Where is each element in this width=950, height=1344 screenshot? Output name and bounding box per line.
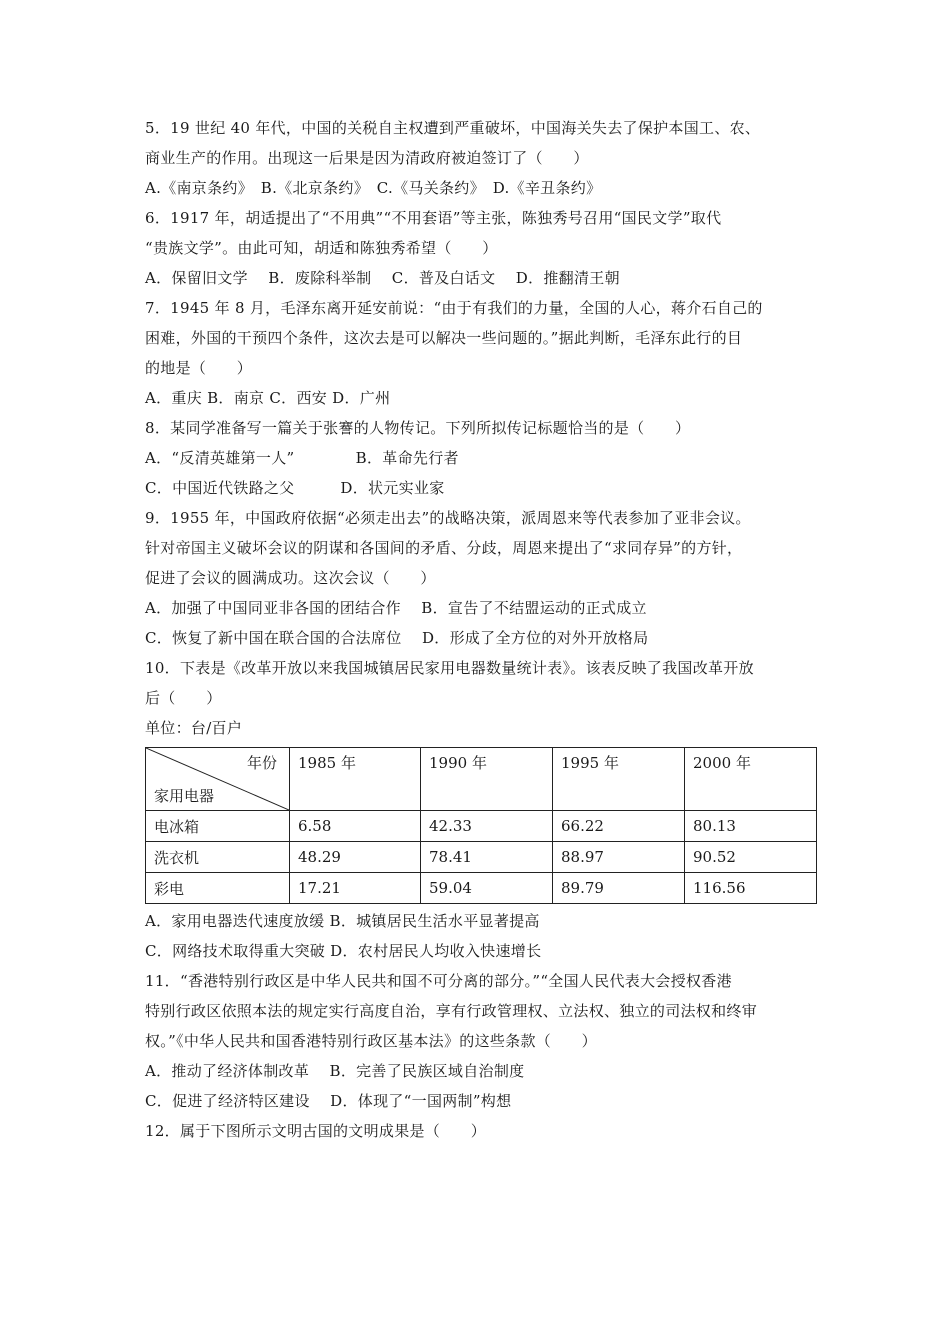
question-text: 10．下表是《改革开放以来我国城镇居民家用电器数量统计表》。该表反映了我国改革开放	[145, 659, 754, 677]
question-6	[145, 203, 817, 293]
answer-options: C．中国近代铁路之父 D．状元实业家	[145, 479, 445, 497]
year-header: 1995 年	[553, 748, 685, 811]
question-text: 特别行政区依照本法的规定实行高度自治，享有行政管理权、立法权、独立的司法权和终审	[145, 1002, 758, 1020]
question-text: 商业生产的作用。出现这一后果是因为清政府被迫签订了（ ）	[145, 149, 589, 167]
table-cell: 17.21	[290, 873, 421, 904]
answer-options: A．加强了中国同亚非各国的团结合作 B．宣告了不结盟运动的正式成立	[145, 599, 647, 617]
table-cell: 6.58	[290, 811, 421, 842]
table-cell: 48.29	[290, 842, 421, 873]
question-text: 6．1917 年，胡适提出了“不用典”“不用套语”等主张，陈独秀号召用“国民文学”取代	[145, 209, 722, 227]
corner-appliance-label: 家用电器	[154, 787, 215, 805]
table-cell: 116.56	[685, 873, 817, 904]
table-cell: 88.97	[553, 842, 685, 873]
question-12	[145, 1116, 817, 1146]
table-cell: 42.33	[421, 811, 553, 842]
year-header: 2000 年	[685, 748, 817, 811]
table-header-row	[146, 748, 817, 811]
answer-options: C．网络技术取得重大突破 D．农村居民人均收入快速增长	[145, 942, 542, 960]
question-7	[145, 293, 817, 413]
table-cell: 59.04	[421, 873, 553, 904]
question-text: 困难，外国的干预四个条件，这次去是可以解决一些问题的。”据此判断，毛泽东此行的目	[145, 329, 743, 347]
question-text: 9．1955 年，中国政府依据“必须走出去”的战略决策，派周恩来等代表参加了亚非会议。	[145, 509, 751, 527]
question-text: 12．属于下图所示文明古国的文明成果是（ ）	[145, 1122, 486, 1140]
answer-options: A．推动了经济体制改革 B．完善了民族区域自治制度	[145, 1062, 525, 1080]
answer-options: A.《南京条约》 B.《北京条约》 C.《马关条约》 D.《辛丑条约》	[145, 179, 602, 197]
table-cell: 66.22	[553, 811, 685, 842]
year-header: 1990 年	[421, 748, 553, 811]
exam-page	[145, 113, 817, 1146]
question-text: 促进了会议的圆满成功。这次会议（ ）	[145, 569, 436, 587]
question-text: 11．“香港特别行政区是中华人民共和国不可分离的部分。”“全国人民代表大会授权香港	[145, 972, 732, 990]
answer-options: A．家用电器迭代速度放缓 B．城镇居民生活水平显著提高	[145, 912, 540, 930]
question-text: 的地是（ ）	[145, 359, 253, 377]
row-label: 彩电	[146, 873, 290, 904]
appliance-stats-table	[145, 747, 817, 904]
question-text: 权。”《中华人民共和国香港特别行政区基本法》的这些条款（ ）	[145, 1032, 597, 1050]
answer-options: A．重庆 B．南京 C．西安 D．广州	[145, 389, 391, 407]
table-cell: 90.52	[685, 842, 817, 873]
row-label: 电冰箱	[146, 811, 290, 842]
question-9	[145, 503, 817, 653]
question-text: 7．1945 年 8 月，毛泽东离开延安前说：“由于有我们的力量，全国的人心，蒋介石自己的	[145, 299, 763, 317]
answer-options: A．“反清英雄第一人” B．革命先行者	[145, 449, 459, 467]
table-cell: 89.79	[553, 873, 685, 904]
answer-options: A．保留旧文学 B．废除科举制 C．普及白话文 D．推翻清王朝	[145, 269, 620, 287]
question-11	[145, 966, 817, 1116]
answer-options: C．恢复了新中国在联合国的合法席位 D．形成了全方位的对外开放格局	[145, 629, 649, 647]
question-text: “贵族文学”。由此可知，胡适和陈独秀希望（ ）	[145, 239, 498, 257]
question-text: 针对帝国主义破坏会议的阴谋和各国间的矛盾、分歧，周恩来提出了“求同存异”的方针，	[145, 539, 743, 557]
table-row	[146, 842, 817, 873]
question-8	[145, 413, 817, 503]
row-label: 洗衣机	[146, 842, 290, 873]
question-text: 5．19 世纪 40 年代，中国的关税自主权遭到严重破坏，中国海关失去了保护本国工、农、	[145, 119, 761, 137]
table-cell: 78.41	[421, 842, 553, 873]
diagonal-header-cell	[146, 748, 290, 811]
table-row	[146, 873, 817, 904]
unit-label: 单位：台/百户	[145, 719, 243, 737]
question-text: 后（ ）	[145, 689, 222, 707]
table-row	[146, 811, 817, 842]
table-cell: 80.13	[685, 811, 817, 842]
question-text: 8．某同学准备写一篇关于张謇的人物传记。下列所拟传记标题恰当的是（ ）	[145, 419, 691, 437]
answer-options: C．促进了经济特区建设 D．体现了“一国两制”构想	[145, 1092, 512, 1110]
question-10	[145, 653, 817, 966]
question-5	[145, 113, 817, 203]
corner-year-label: 年份	[246, 754, 277, 772]
year-header: 1985 年	[290, 748, 421, 811]
